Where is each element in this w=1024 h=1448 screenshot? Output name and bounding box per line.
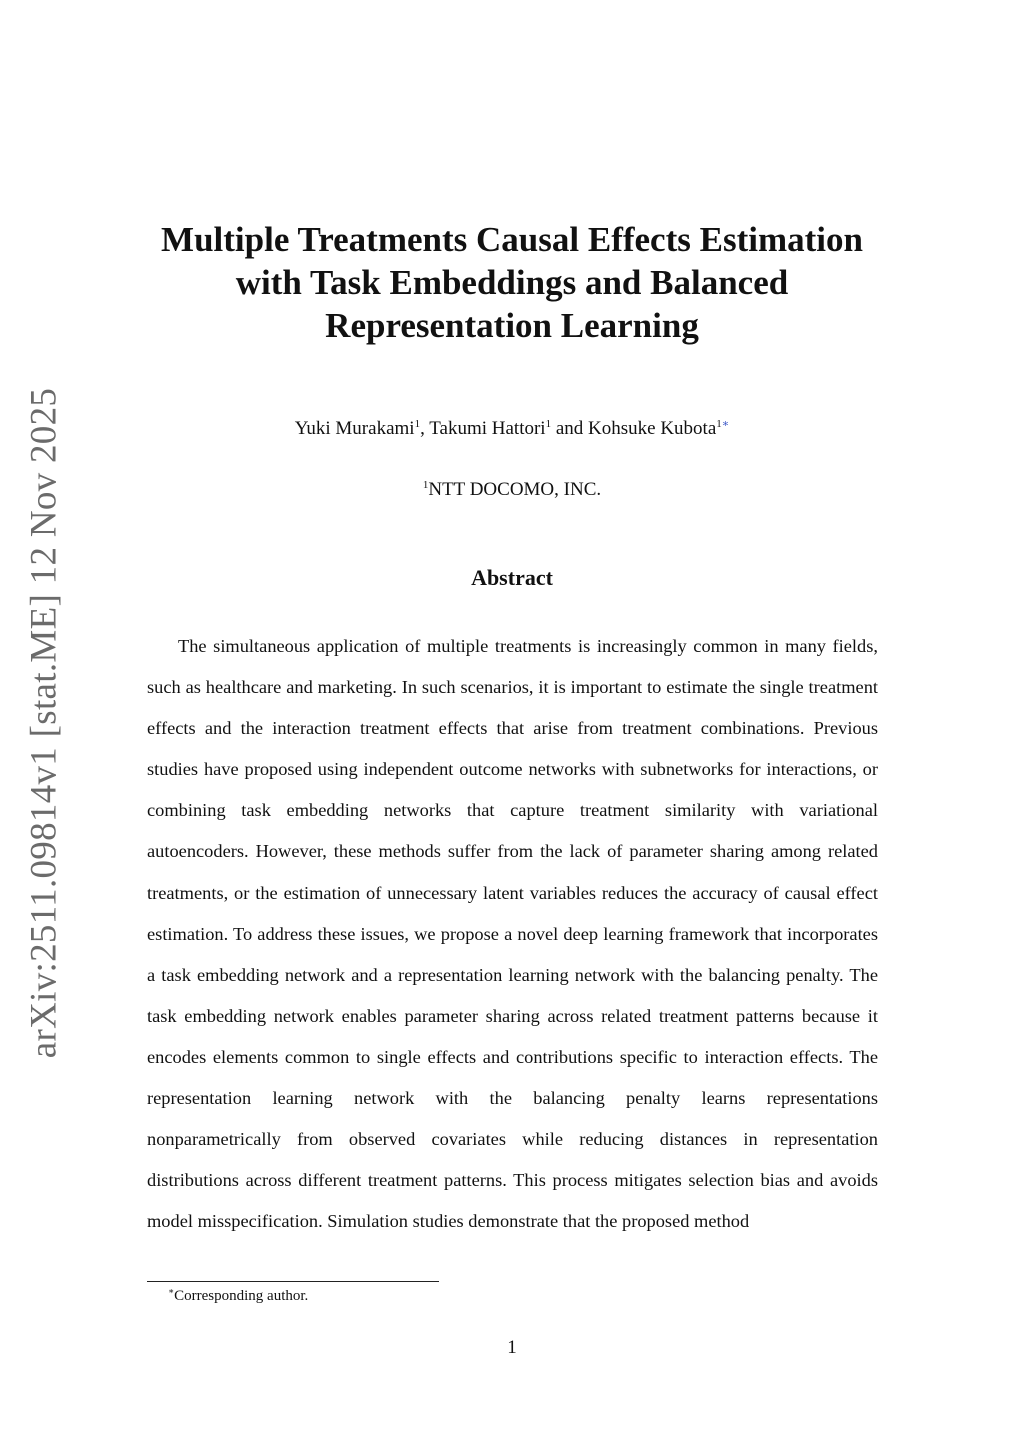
abstract-body: The simultaneous application of multiple treatments is increasingly common in many fields, such as healthcare and marketing. In such scenarios, it is important to estimate the single treatment effects and the interaction treatment effects that arise from treatment combinations. Previous studies have proposed using independent outcome networks with subnetworks for interactions, or combining task embedding networks that capture treatment similarity with variational autoencoders. However, these methods suffer from the lack of parameter sharing among related treatments, or the estimation of unnecessary latent variables reduces the accuracy of causal effect estimation. To address these issues, we propose a novel deep learning framework that incorporates a task embedding network and a representation learning network with the balancing penalty. The task embedding network enables parameter sharing across related treatment patterns because it encodes elements common to single effects and contributions specific to interaction effects. The representation learning network with the balancing penalty learns representations nonparametrically from observed covariates while reducing distances in representation distributions across different treatment patterns. This process mitigates selection bias and avoids model misspecification. Simulation studies demonstrate that the proposed method: [147, 636, 878, 1232]
footnote-text: Corresponding author.: [174, 1288, 309, 1304]
author-name: Yuki Murakami: [294, 418, 415, 439]
footnote: [168, 1288, 308, 1305]
author-name: Takumi Hattori: [429, 418, 546, 439]
affiliation-name: NTT DOCOMO, INC.: [428, 479, 602, 500]
arxiv-identifier: arXiv:2511.09814v1 [stat.ME] 12 Nov 2025: [23, 387, 65, 1059]
author-separator: and: [551, 418, 589, 439]
footnote-divider: [147, 1281, 439, 1282]
title-line-1: Multiple Treatments Causal Effects Estimation: [161, 220, 863, 259]
affiliation-mark: 1: [422, 479, 429, 491]
corresponding-author-link[interactable]: ∗: [721, 418, 730, 430]
affiliation-mark: 1: [716, 418, 722, 430]
page-number: 1: [507, 1337, 517, 1358]
author-name: Kohsuke Kubota: [588, 418, 717, 439]
paper-title: [112, 218, 912, 347]
affiliation-mark: 1: [414, 418, 421, 430]
footnote-mark: ∗: [168, 1286, 175, 1296]
affiliation-mark: 1: [545, 418, 552, 430]
title-line-3: Representation Learning: [325, 306, 699, 345]
abstract-heading: Abstract: [471, 565, 553, 590]
author-separator: ,: [420, 418, 430, 439]
author-list: [112, 418, 912, 440]
title-line-2: with Task Embeddings and Balanced: [235, 263, 789, 302]
affiliation: [112, 479, 912, 501]
